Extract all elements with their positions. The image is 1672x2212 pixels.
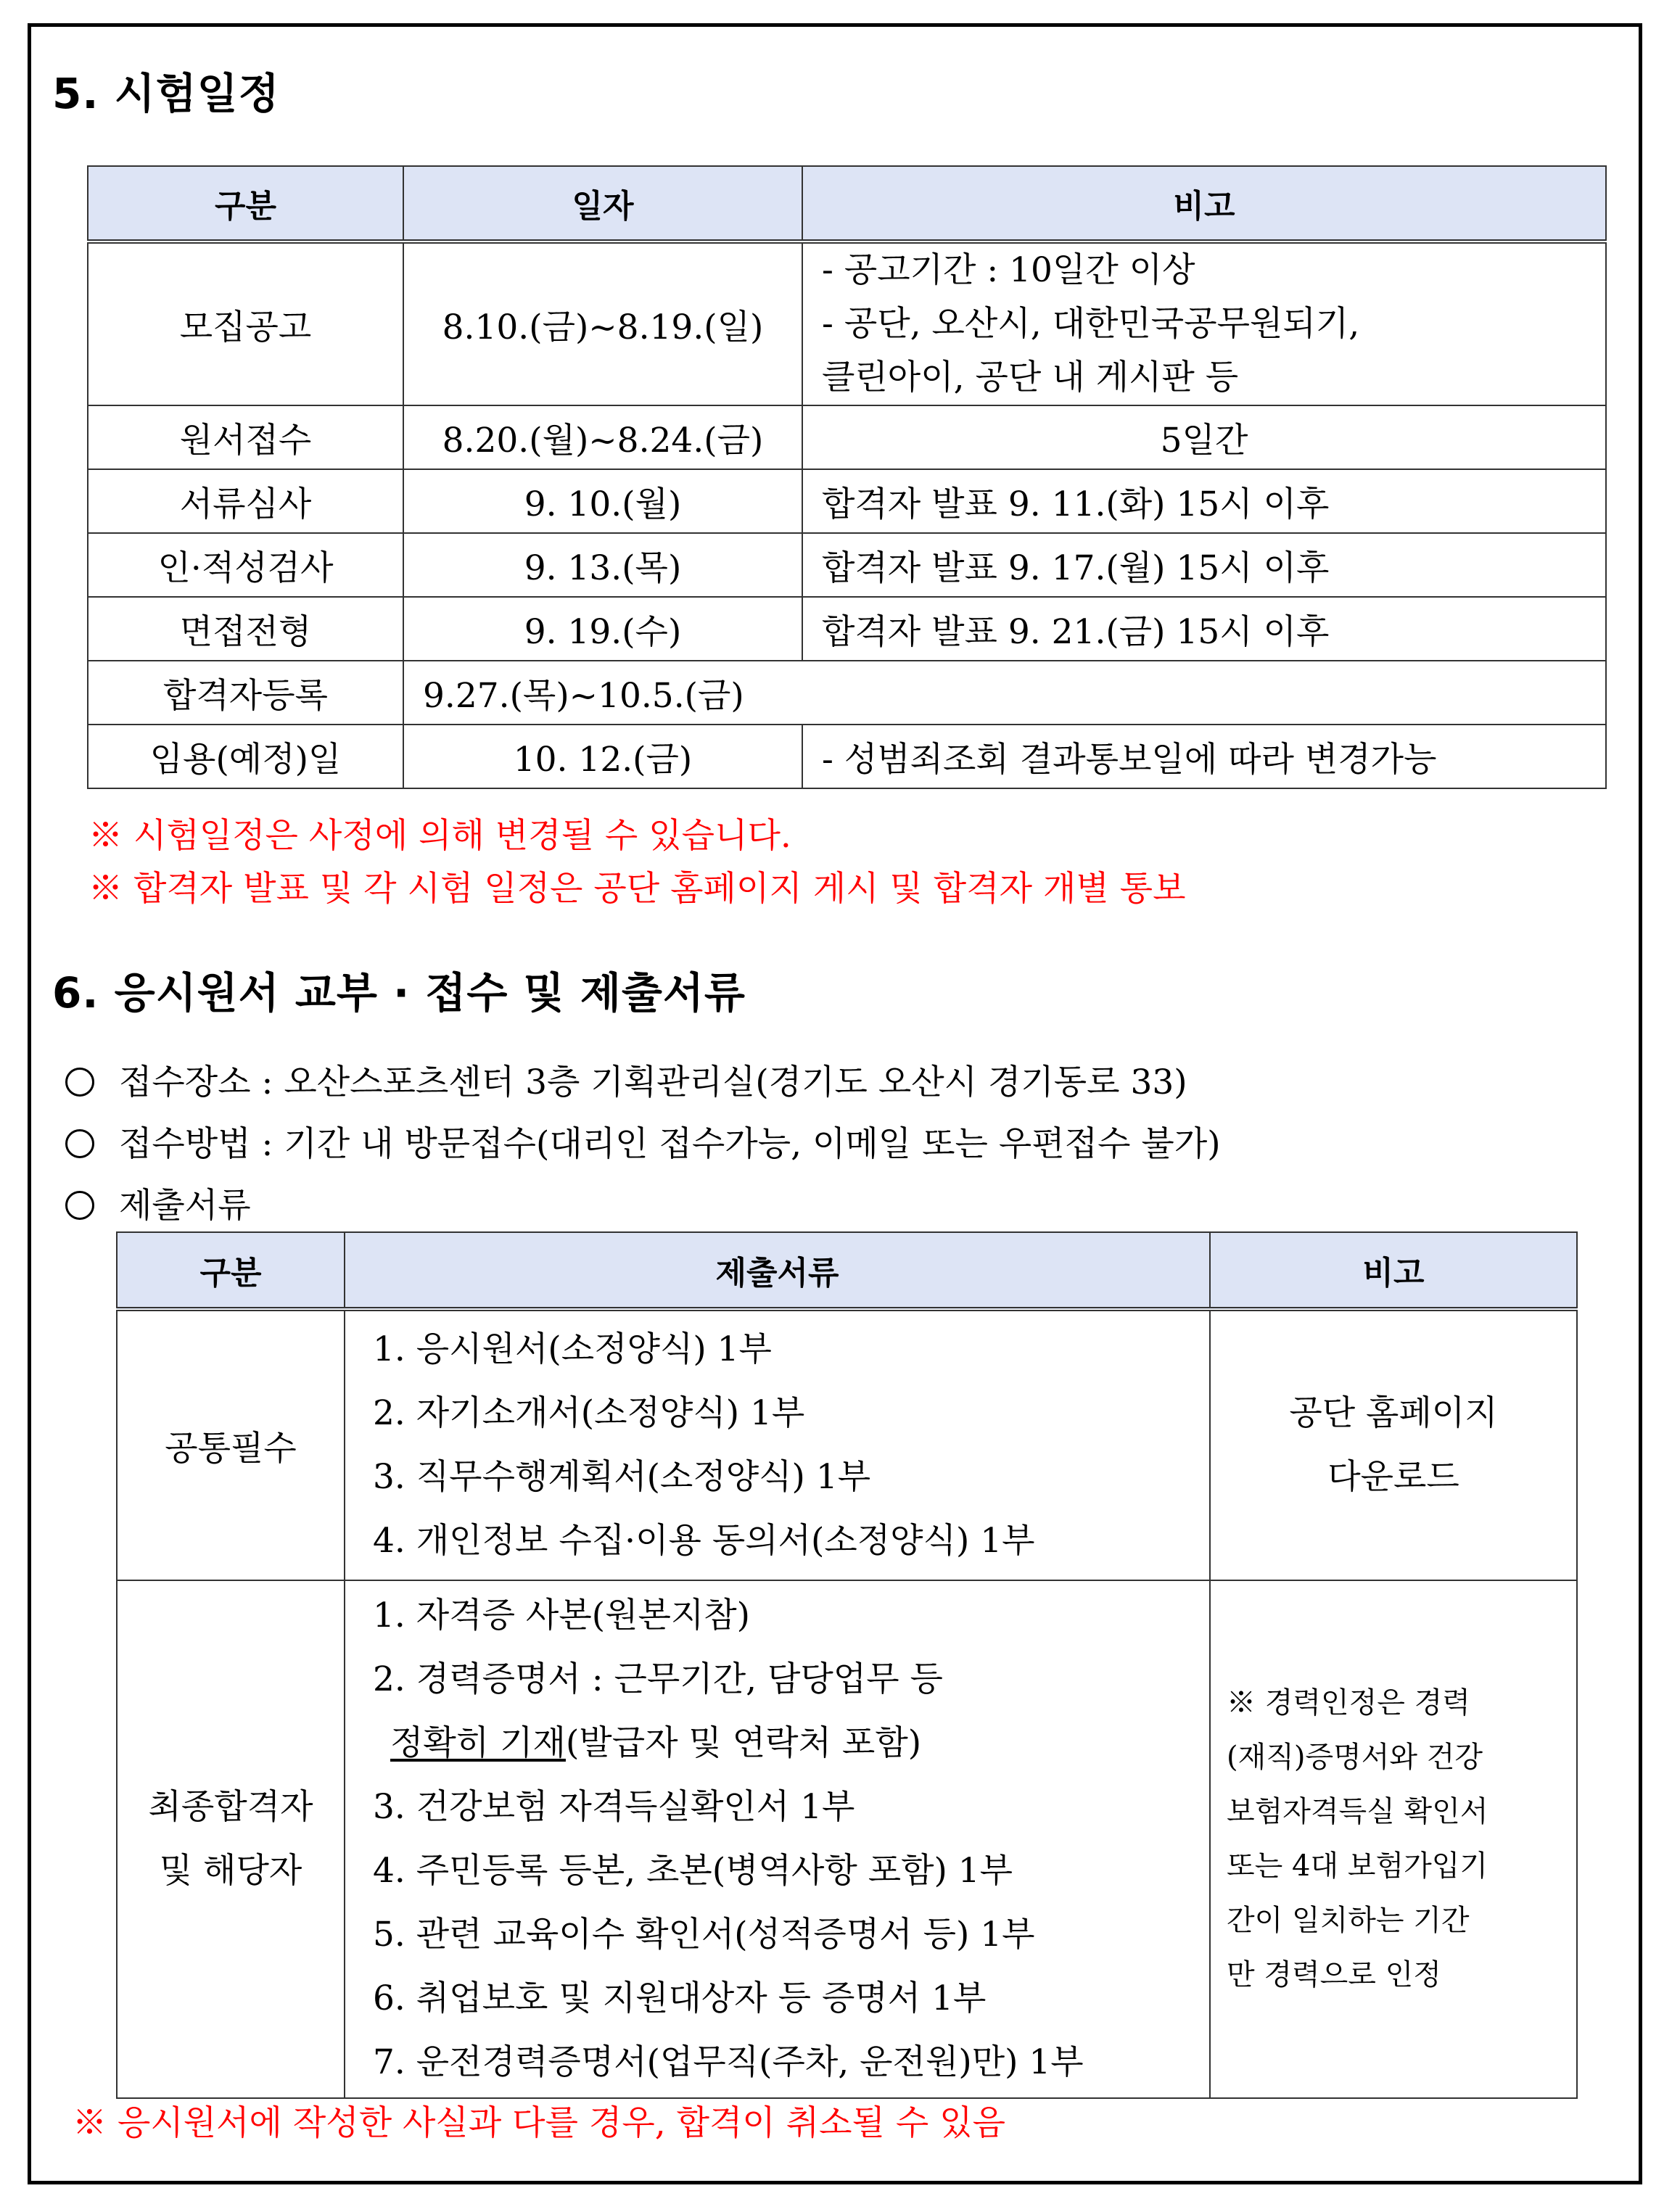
- row-label: 합격자등록: [88, 661, 403, 725]
- header-remarks: 비고: [802, 166, 1606, 242]
- row-notes: 합격자 발표 9. 11.(화) 15시 이후: [802, 469, 1606, 533]
- row-label: 면접전형: [88, 597, 403, 661]
- table-row: [117, 1309, 1577, 1580]
- table-row: [88, 533, 1606, 597]
- common-note: 공단 홈페이지 다운로드: [1210, 1309, 1577, 1580]
- table-row: [88, 597, 1606, 661]
- header-documents: 제출서류: [345, 1232, 1210, 1309]
- row-label: 원서접수: [88, 405, 403, 469]
- list-item: 1. 자격증 사본(원본지참): [373, 1596, 751, 1635]
- section6-title: 6. 응시원서 교부 · 접수 및 제출서류: [52, 972, 746, 1014]
- row-date: 9. 19.(수): [403, 597, 802, 661]
- row-label: 임용(예정)일: [88, 725, 403, 788]
- row-date: 10. 12.(금): [403, 725, 802, 788]
- list-item: 6. 취업보호 및 지원대상자 등 증명서 1부: [373, 1978, 987, 2018]
- header-date: 일자: [403, 166, 802, 242]
- table-header-row: [117, 1232, 1577, 1309]
- list-item: 3. 건강보험 자격득실확인서 1부: [373, 1787, 855, 1827]
- list-item: 4. 개인정보 수집·이용 동의서(소정양식) 1부: [373, 1521, 1035, 1561]
- final-items: [345, 1580, 1210, 2098]
- row-notes: 합격자 발표 9. 21.(금) 15시 이후: [802, 597, 1606, 661]
- list-item: 5. 관련 교육이수 확인서(성적증명서 등) 1부: [373, 1915, 1035, 1955]
- common-label: 공통필수: [117, 1309, 345, 1580]
- section5-title: 5. 시험일정: [52, 73, 280, 115]
- row-notes: - 공고기간 : 10일간 이상 - 공단, 오산시, 대한민국공무원되기, 클린아이, 공단 내 게시판 등: [802, 242, 1606, 405]
- final-note: ※ 경력인정은 경력 (재직)증명서와 건강 보험자격득실 확인서 또는 4대 보험가입기 간이 일치하는 기간 만 경력으로 인정: [1210, 1580, 1577, 2098]
- row-date: 9. 13.(목): [403, 533, 802, 597]
- row-notes: - 성범죄조회 결과통보일에 따라 변경가능: [802, 725, 1606, 788]
- row-date: 8.20.(월)~8.24.(금): [403, 405, 802, 469]
- table-header-row: [88, 166, 1606, 242]
- table-row: [88, 725, 1606, 788]
- list-item: 3. 직무수행계획서(소정양식) 1부: [373, 1457, 871, 1497]
- documents-footnote: ※ 응시원서에 작성한 사실과 다를 경우, 합격이 취소될 수 있음: [73, 2103, 1006, 2143]
- list-item: 4. 주민등록 등본, 초본(병역사항 포함) 1부: [373, 1851, 1013, 1891]
- list-item: 정확히 기재(발급자 및 연락처 포함): [390, 1723, 922, 1763]
- documents-table: [116, 1231, 1578, 2099]
- header-remarks: 비고: [1210, 1232, 1577, 1309]
- row-label: 인·적성검사: [88, 533, 403, 597]
- bullet-method: 접수방법 : 기간 내 방문접수(대리인 접수가능, 이메일 또는 우편접수 불가): [65, 1117, 1221, 1165]
- header-category: 구분: [88, 166, 403, 242]
- table-row: [117, 1580, 1577, 2098]
- bullet-documents: 제출서류: [65, 1179, 251, 1227]
- table-row: [88, 405, 1606, 469]
- bullet-location: 접수장소 : 오산스포츠센터 3층 기획관리실(경기도 오산시 경기동로 33): [65, 1055, 1187, 1104]
- table-row: [88, 469, 1606, 533]
- row-label: 서류심사: [88, 469, 403, 533]
- list-item: 2. 경력증명서 : 근무기간, 담당업무 등: [373, 1659, 943, 1699]
- final-label: 최종합격자 및 해당자: [117, 1580, 345, 2098]
- table-row: [88, 661, 1606, 725]
- circle-bullet-icon: [65, 1068, 94, 1097]
- circle-bullet-icon: [65, 1129, 94, 1158]
- schedule-footnote-1: ※ 시험일정은 사정에 의해 변경될 수 있습니다.: [88, 816, 791, 856]
- schedule-footnote-2: ※ 합격자 발표 및 각 시험 일정은 공단 홈페이지 게시 및 합격자 개별 통보: [88, 869, 1186, 909]
- row-label: 모집공고: [88, 242, 403, 405]
- list-item: 1. 응시원서(소정양식) 1부: [373, 1329, 772, 1369]
- row-notes: 5일간: [802, 405, 1606, 469]
- common-items: [345, 1309, 1210, 1580]
- list-item: 2. 자기소개서(소정양식) 1부: [373, 1393, 805, 1433]
- row-date: 9.27.(목)~10.5.(금): [403, 661, 1606, 725]
- row-date: 9. 10.(월): [403, 469, 802, 533]
- schedule-table: [87, 165, 1607, 789]
- header-category: 구분: [117, 1232, 345, 1309]
- list-item: 7. 운전경력증명서(업무직(주차, 운전원)만) 1부: [373, 2042, 1084, 2082]
- row-notes: 합격자 발표 9. 17.(월) 15시 이후: [802, 533, 1606, 597]
- row-date: 8.10.(금)~8.19.(일): [403, 242, 802, 405]
- table-row: [88, 242, 1606, 405]
- circle-bullet-icon: [65, 1191, 94, 1220]
